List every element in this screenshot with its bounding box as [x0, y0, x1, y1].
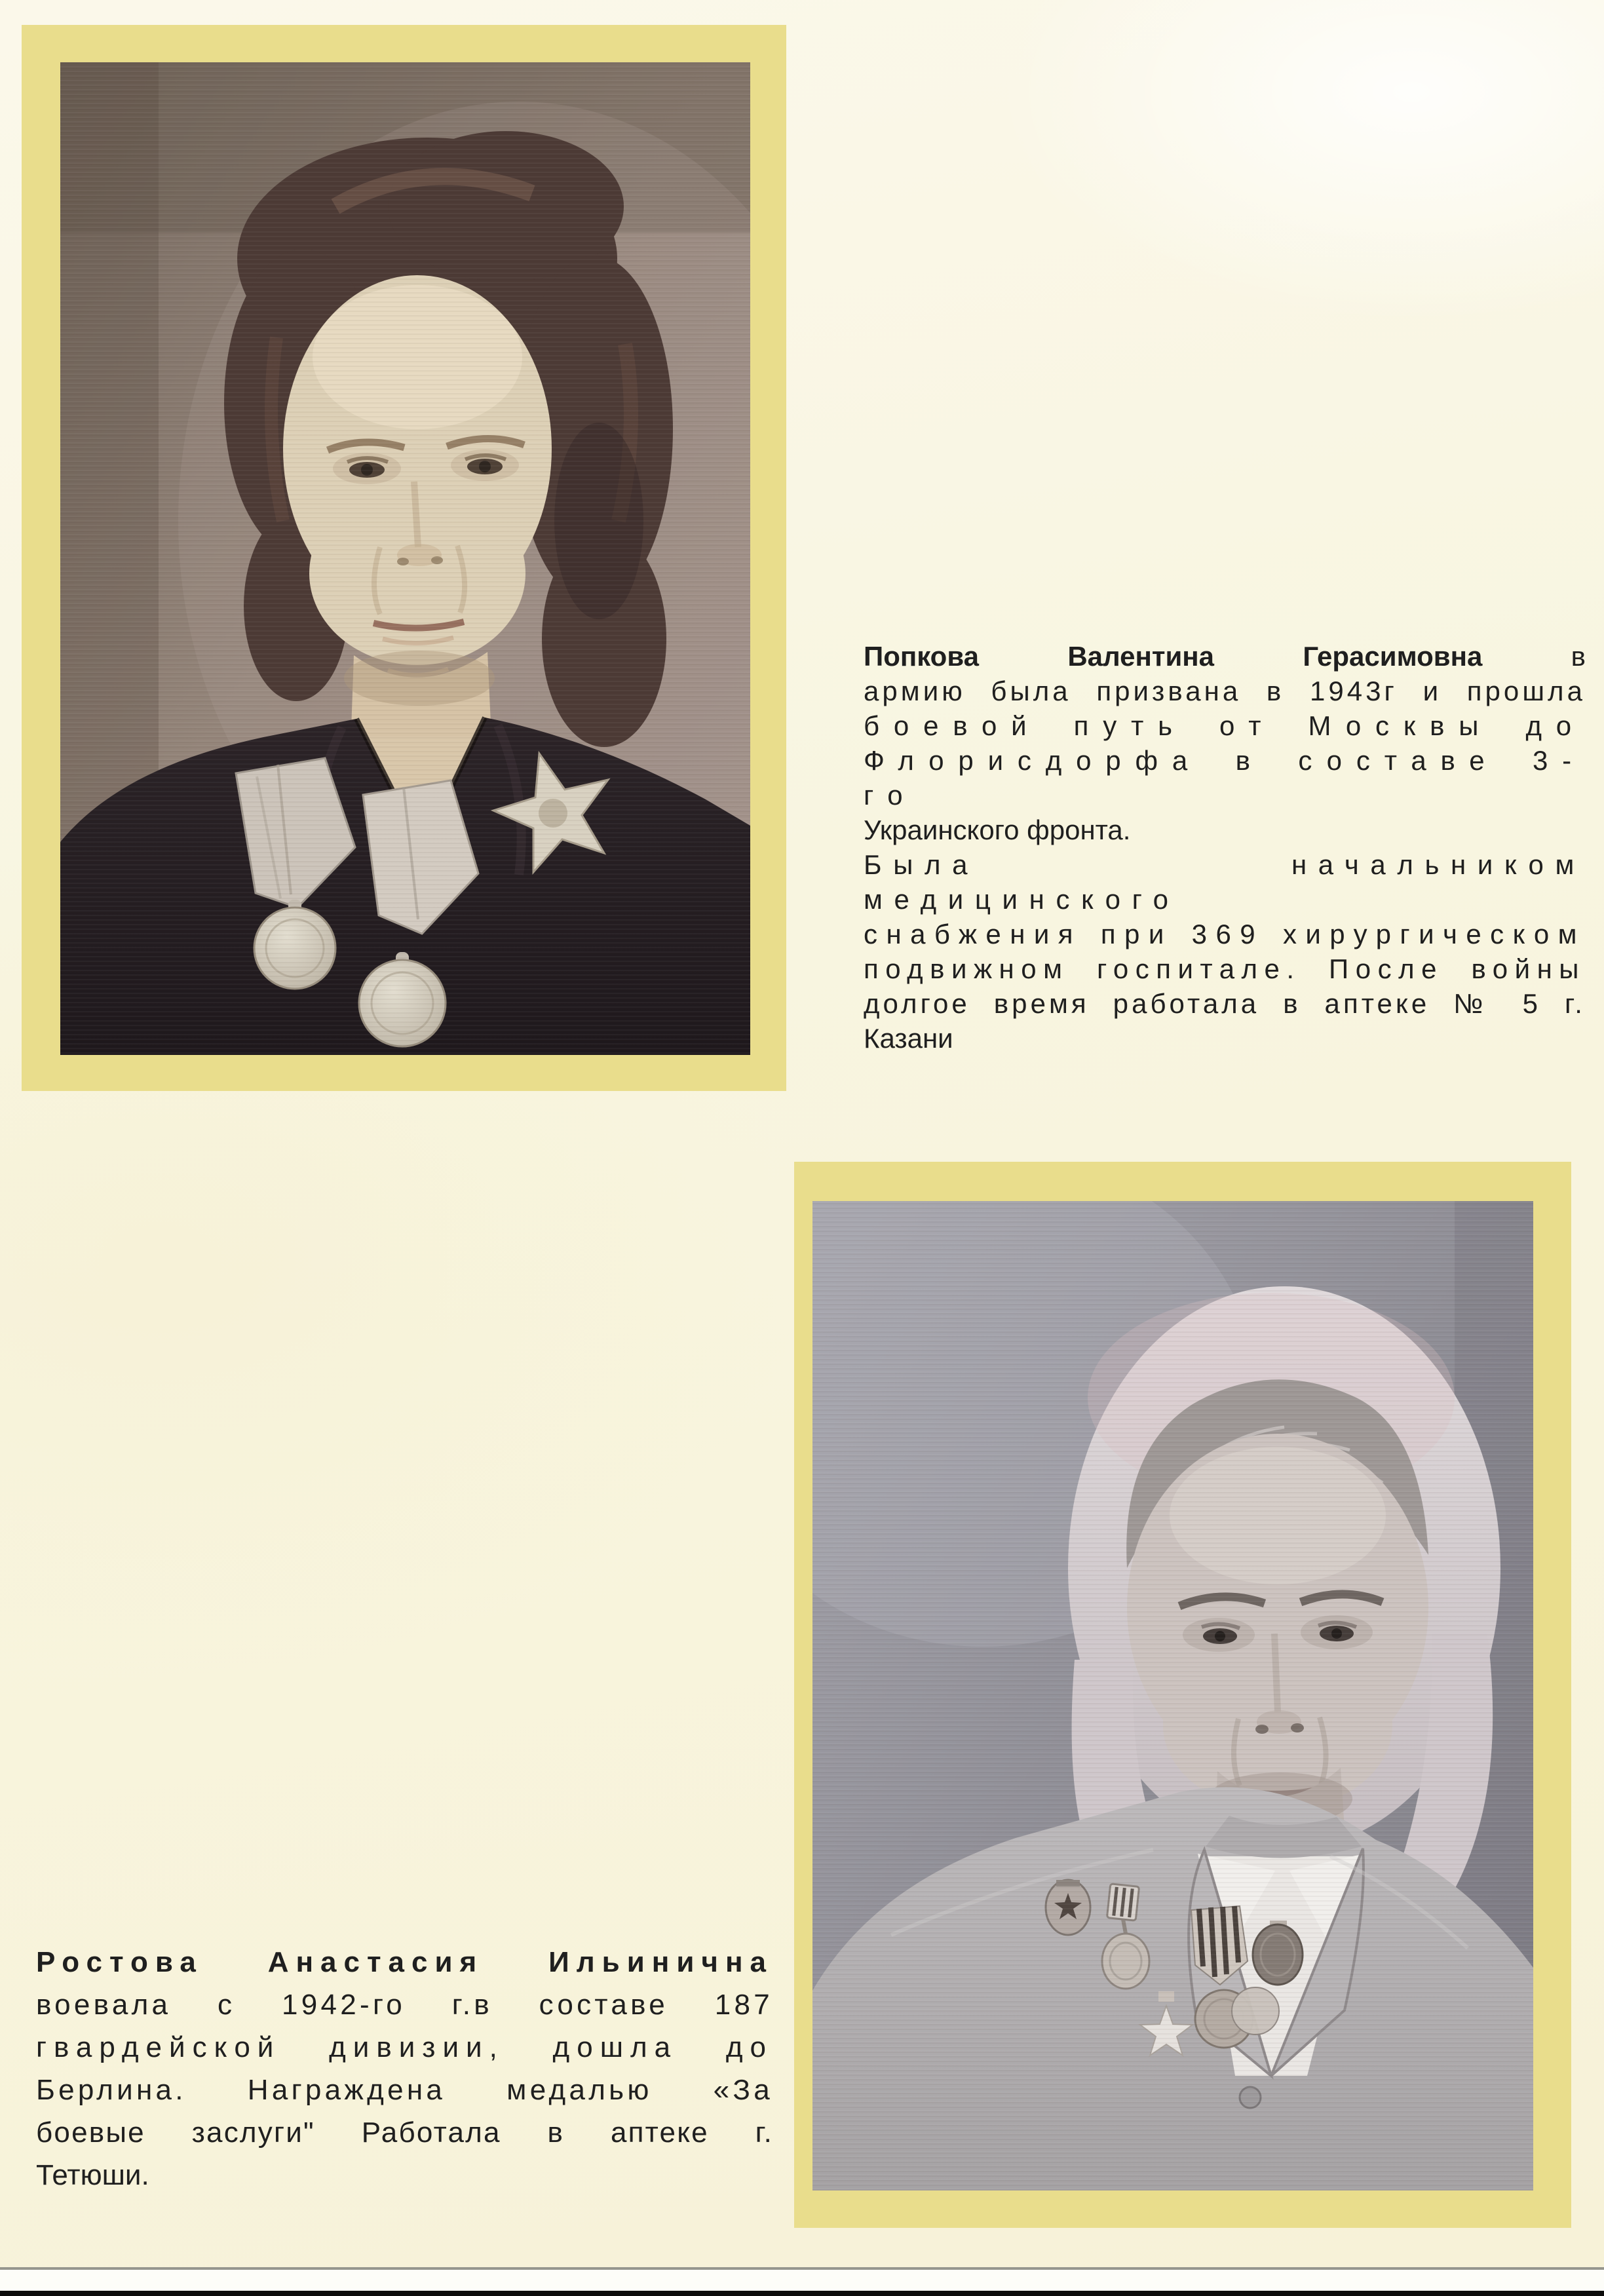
- badge-with-ribbon: [1107, 1884, 1139, 1921]
- caption-popkova: [864, 639, 1586, 1056]
- caption-line: [864, 639, 1586, 674]
- caption-line: армию была призвана в 1943г и прошла: [864, 676, 1586, 706]
- photo-frame-popkova: [22, 25, 786, 1091]
- caption-line: воевала с 1942-го г.в составе 187: [36, 1989, 773, 2021]
- caption-line: гвардейской дивизии, дошла до: [36, 2031, 773, 2063]
- scan-bottom-bar: [0, 2291, 1604, 2296]
- caption-line: Украинского фронта.: [864, 814, 1131, 845]
- caption-rostova: [36, 1941, 773, 2196]
- caption-line: Флорисдорфа в составе 3-го: [864, 745, 1586, 811]
- caption-line: Казани: [864, 1023, 953, 1054]
- face: [283, 275, 552, 676]
- caption-line: Берлина. Награждена медалью «За: [36, 2074, 773, 2106]
- caption-line: Тетюши.: [36, 2159, 149, 2191]
- caption-line: Была начальником медицинского: [864, 849, 1586, 915]
- caption-line: долгое время работала в аптеке № 5 г.: [864, 988, 1586, 1019]
- pale-disc-medal: [1232, 1987, 1279, 2035]
- guards-badge: [1046, 1880, 1090, 1935]
- caption-line: боевые заслуги" Работала в аптеке г.: [36, 2116, 773, 2149]
- portrait-rostova-image: [812, 1201, 1533, 2191]
- caption-line: боевой путь от Москвы до: [864, 710, 1586, 741]
- scan-divider-line: [0, 2267, 1604, 2270]
- caption-line: снабжения при 369 хирургическом: [864, 919, 1586, 949]
- caption-text: в: [1482, 641, 1586, 672]
- person-name-popkova: Попкова Валентина Герасимовна: [864, 641, 1483, 672]
- person-name-rostova: Ростова Анастасия Ильинична: [36, 1946, 773, 1978]
- portrait-popkova-image: [60, 62, 750, 1055]
- caption-line: [36, 1941, 773, 1983]
- caption-line: подвижном госпитале. После войны: [864, 953, 1586, 984]
- photo-frame-rostova: [794, 1162, 1571, 2228]
